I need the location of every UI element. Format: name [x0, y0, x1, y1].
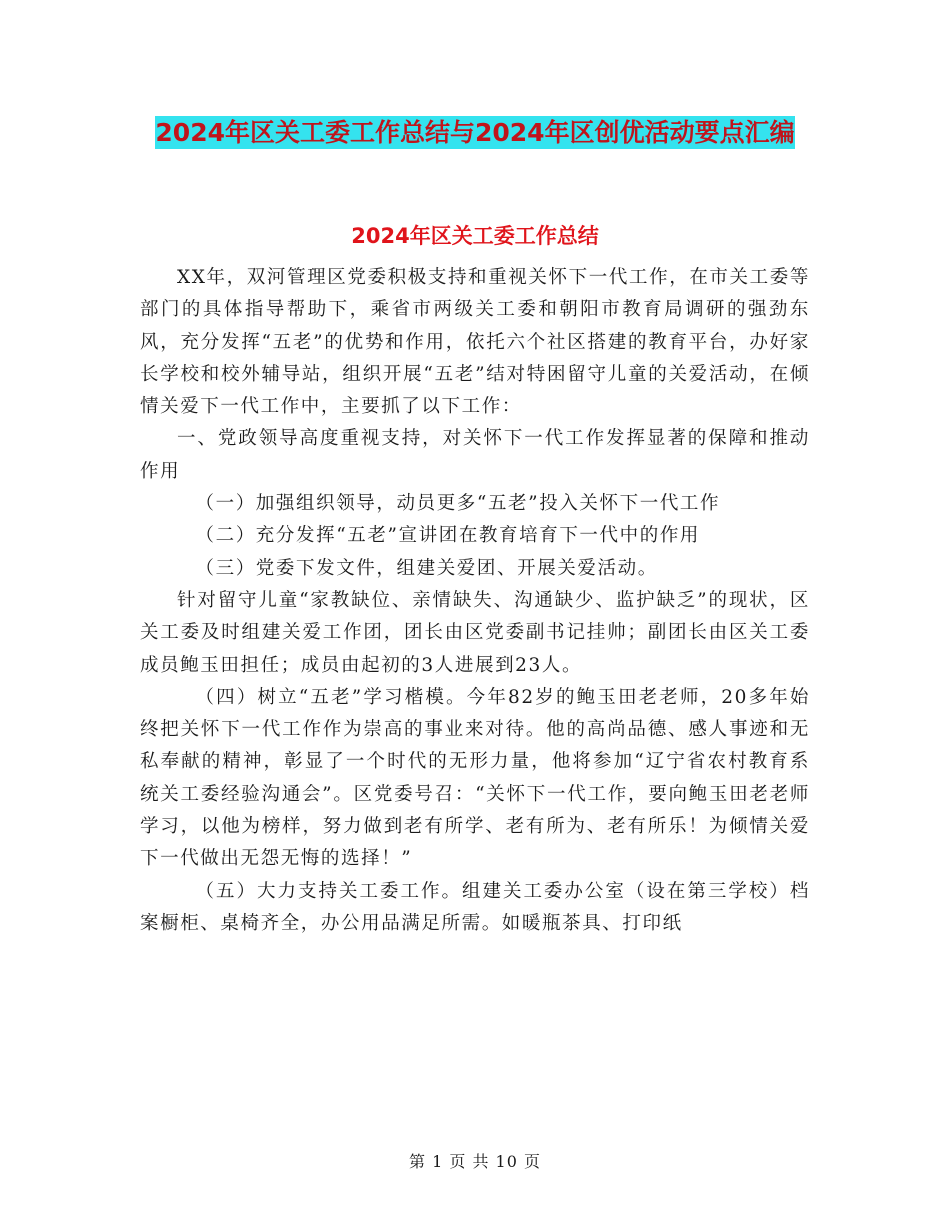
paragraph-item-5: （五）大力支持关工委工作。组建关工委办公室（设在第三学校）档案橱柜、桌椅齐全，办公用品满足所需。如暖瓶茶具、打印纸	[140, 880, 810, 934]
page-footer: 第 1 页 共 10 页	[409, 1152, 541, 1171]
paragraph-item-4: （四）树立“五老”学习楷模。今年82岁的鲍玉田老老师，20多年始终把关怀下一代工作作为崇高的事业来对待。他的高尚品德、感人事迹和无私奉献的精神，彰显了一个时代的无形力量，他将参加“辽宁省农村教育系统关工委经验沟通会”。区党委号召：“关怀下一代工作，要向鲍玉田老老师学习，以他为榜样，努力做到老有所学、老有所为、老有所乐！为倾情关爱下一代做出无怨无悔的选择！”	[140, 686, 810, 870]
paragraph-heading-1: 一、党政领导高度重视支持，对关怀下一代工作发挥显著的保障和推动作用	[140, 428, 810, 482]
section-title: 2024年区关工委工作总结	[351, 224, 599, 248]
paragraph-care-team: 针对留守儿童“家教缺位、亲情缺失、沟通缺少、监护缺乏”的现状，区关工委及时组建关爱工作团，团长由区党委副书记挂帅；副团长由区关工委成员鲍玉田担任；成员由起初的3人进展到23人。	[140, 589, 810, 676]
paragraph-item-1: （一）加强组织领导，动员更多“五老”投入关怀下一代工作	[195, 493, 721, 515]
title-highlight: 2024年区关工委工作总结与2024年区创优活动要点汇编	[155, 118, 795, 147]
paragraph-item-3: （三）党委下发文件，组建关爱团、开展关爱活动。	[195, 557, 658, 579]
document-title	[140, 108, 810, 158]
paragraph-item-2: （二）充分发挥“五老”宣讲团在教育培育下一代中的作用	[195, 525, 701, 547]
paragraph-intro: XX年，双河管理区党委积极支持和重视关怀下一代工作，在市关工委等部门的具体指导帮助下，乘省市两级关工委和朝阳市教育局调研的强劲东风，充分发挥“五老”的优势和作用，依托六个社区搭建的教育平台，办好家长学校和校外辅导站，组织开展“五老”结对特困留守儿童的关爱活动，在倾情关爱下一代工作中，主要抓了以下工作：	[140, 267, 810, 418]
document-body	[140, 262, 810, 940]
